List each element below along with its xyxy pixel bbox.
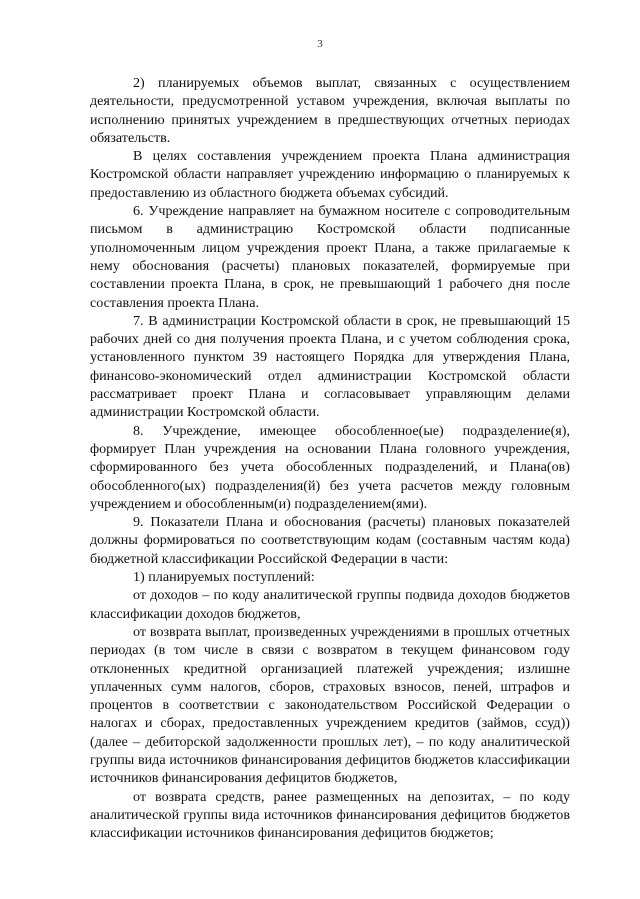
- paragraph-from-income: от доходов – по коду аналитической группы подвида доходов бюджетов классификации доходов бюджетов,: [90, 587, 570, 622]
- paragraph-item-6: 6. Учреждение направляет на бумажном носителе с сопроводительным письмом в администрацию Костромской области подписанные уполномоченным лицом учреждения проект Плана, а также прилагаемые к нему обоснования (расчеты) плановых показателей, формируемые при составлении проекта Плана, в срок, не превышающий 1 рабочего дня после составления проекта Плана.: [90, 203, 570, 311]
- paragraph-item-7: 7. В администрации Костромской области в срок, не превышающий 15 рабочих дней со дня получения проекта Плана, и с учетом соблюдения срока, установленного пунктом 39 настоящего Порядка для утверждения Плана, финансово-экономический отдел администрации Костромской области рассматривает проект Плана и согласовывает управляющим делами администрации Костромской области.: [90, 312, 570, 421]
- document-body: [90, 74, 570, 842]
- paragraph-planned-receipts: 1) планируемых поступлений:: [133, 569, 315, 586]
- paragraph-planned-payments: 2) планируемых объемов выплат, связанных с осуществлением деятельности, предусмотренной уставом учреждения, включая выплаты по исполнению принятых учреждением в предшествующих отчетных периодах обязательств.: [90, 75, 570, 146]
- paragraph-item-9: 9. Показатели Плана и обоснования (расчеты) плановых показателей должны формироваться по соответствующим кодам (составным частям кода) бюджетной классификации Российской Федерации в части:: [90, 514, 570, 567]
- paragraph-subsidy-info: В целях составления учреждением проекта Плана администрация Костромской области направляет учреждению информацию о планируемых к предоставлению из областного бюджета объемах субсидий.: [90, 148, 570, 201]
- paragraph-from-refund-payments: от возврата выплат, произведенных учреждениями в прошлых отчетных периодах (в том числе в связи с возвратом в текущем финансовом году отклоненных кредитной организацией платежей учреждения; излишне уплаченных сумм налогов, сборов, страховых взносов, пеней, штрафов и процентов в соответствии с законодательством Российской Федерации о налогах и сборах, предоставленных учреждением кредитов (займов, ссуд)) (далее – дебиторской задолженности прошлых лет), – по коду аналитической группы вида источников финансирования дефицитов бюджетов классификации источников финансирования дефицитов бюджетов,: [90, 623, 570, 787]
- paragraph-item-8: 8. Учреждение, имеющее обособленное(ые) подразделение(я), формирует План учреждения на основании Плана головного учреждения, сформированного без учета обособленных подразделений, и Плана(ов) обособленного(ых) подразделения(й) без учета расчетов между головным учреждением и обособленным(и) подразделением(ями).: [90, 422, 570, 512]
- page-number: 3: [317, 38, 323, 50]
- paragraph-from-deposit-return: от возврата средств, ранее размещенных на депозитах, – по коду аналитической группы вида источников финансирования дефицитов бюджетов классификации источников финансирования дефицитов бюджетов;: [90, 788, 570, 842]
